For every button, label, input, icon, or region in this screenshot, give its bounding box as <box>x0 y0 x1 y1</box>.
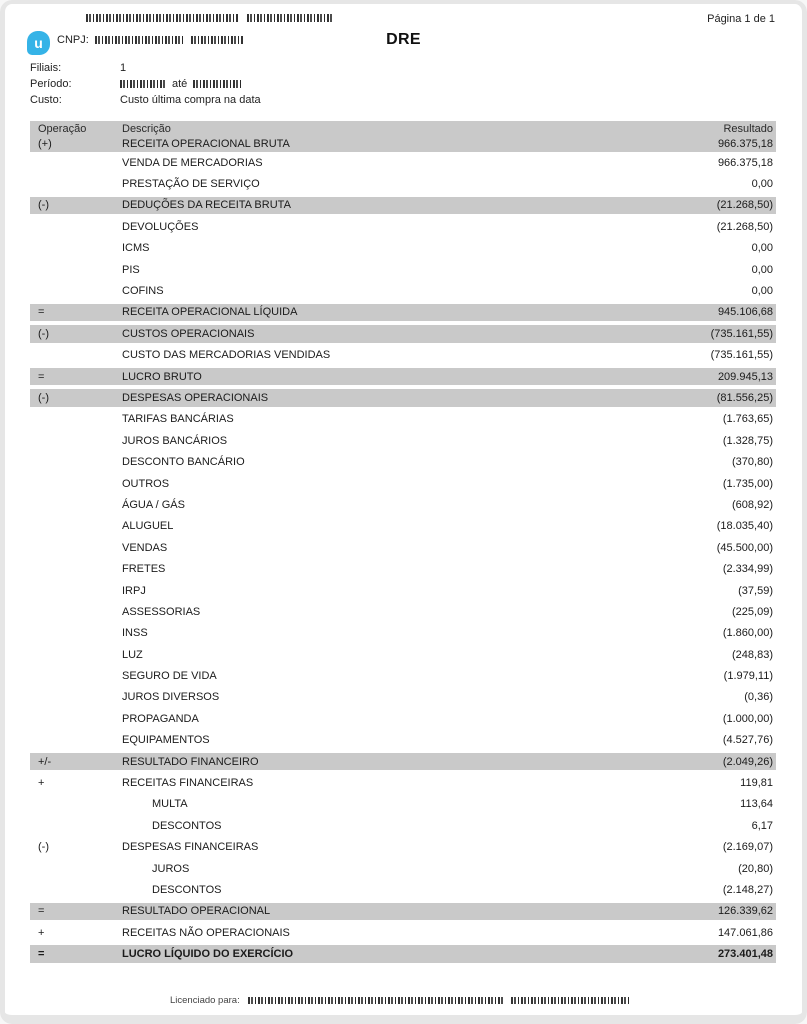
redacted-period-end <box>193 80 243 88</box>
table-row <box>30 623 776 644</box>
row-value: 0,00 <box>751 178 773 191</box>
row-description: VENDA DE MERCADORIAS <box>122 156 263 169</box>
row-description: CUSTO DAS MERCADORIAS VENDIDAS <box>122 349 331 362</box>
table-row <box>30 345 776 366</box>
row-value: (2.169,07) <box>722 841 773 854</box>
table-row <box>30 195 776 216</box>
row-description: COFINS <box>122 285 164 298</box>
row-value: 945.106,68 <box>717 306 773 319</box>
row-value: 966.375,18 <box>717 156 773 169</box>
table-row <box>30 943 776 964</box>
row-value: (0,36) <box>744 691 773 704</box>
row-value: 273.401,48 <box>717 948 773 961</box>
row-description: LUZ <box>122 648 143 661</box>
row-value: (2.049,26) <box>722 755 773 768</box>
row-value: 0,00 <box>751 263 773 276</box>
row-operation: (+) <box>38 138 52 151</box>
table-row <box>30 366 776 387</box>
row-value: 113,64 <box>740 798 773 811</box>
row-description: VENDAS <box>122 541 168 554</box>
row-description: ALUGUEL <box>122 520 174 533</box>
periodo-label: Período: <box>30 77 72 90</box>
row-description: DESCONTOS <box>152 883 222 896</box>
table-row <box>30 730 776 751</box>
row-operation: (-) <box>38 841 49 854</box>
row-value: (2.334,99) <box>722 563 773 576</box>
table-row <box>30 794 776 815</box>
row-value: 966.375,18 <box>717 138 773 151</box>
table-row <box>30 137 776 153</box>
row-value: 0,00 <box>751 285 773 298</box>
row-description: OUTROS <box>122 477 170 490</box>
table-row <box>30 601 776 622</box>
row-description: PIS <box>122 263 140 276</box>
row-description: DESCONTO BANCÁRIO <box>122 456 245 469</box>
table-row <box>30 451 776 472</box>
row-description: INSS <box>122 627 148 640</box>
row-description: JUROS BANCÁRIOS <box>122 434 228 447</box>
row-value: (248,83) <box>732 648 773 661</box>
row-value: (2.148,27) <box>722 883 773 896</box>
row-description: FRETES <box>122 563 166 576</box>
row-description: RECEITA OPERACIONAL BRUTA <box>122 138 290 151</box>
row-operation: = <box>38 370 45 383</box>
row-operation: + <box>38 777 45 790</box>
row-value: 6,17 <box>751 819 773 832</box>
table-row <box>30 580 776 601</box>
table-row <box>30 516 776 537</box>
row-value: (370,80) <box>732 456 773 469</box>
row-value: (608,92) <box>732 498 773 511</box>
table-row <box>30 901 776 922</box>
row-value: (1.000,00) <box>722 712 773 725</box>
row-value: (735.161,55) <box>710 349 773 362</box>
row-description: PROPAGANDA <box>122 712 199 725</box>
table-row <box>30 238 776 259</box>
table-row <box>30 323 776 344</box>
license-footer <box>170 995 631 1006</box>
license-label: Licenciado para: <box>170 995 240 1006</box>
row-operation: = <box>38 948 45 961</box>
cnpj-label: CNPJ: <box>57 34 89 46</box>
custo-row <box>30 93 767 106</box>
redacted-text-bar <box>247 14 332 22</box>
row-value: (735.161,55) <box>710 327 773 340</box>
row-value: 126.339,62 <box>717 905 773 918</box>
table-row <box>30 173 776 194</box>
row-operation: = <box>38 306 45 319</box>
row-value: (1.735,00) <box>722 477 773 490</box>
table-row <box>30 280 776 301</box>
table-row <box>30 494 776 515</box>
row-value: (45.500,00) <box>716 541 773 554</box>
row-operation: + <box>38 926 45 939</box>
table-row <box>30 708 776 729</box>
table-row <box>30 152 776 173</box>
row-description: RECEITA OPERACIONAL LÍQUIDA <box>122 306 298 319</box>
row-value: (20,80) <box>738 862 773 875</box>
table-row <box>30 922 776 943</box>
row-description: LUCRO LÍQUIDO DO EXERCÍCIO <box>122 948 294 961</box>
row-description: DESPESAS OPERACIONAIS <box>122 391 269 404</box>
redacted-company-name <box>86 14 332 22</box>
row-value: (225,09) <box>732 605 773 618</box>
row-description: RECEITAS FINANCEIRAS <box>122 777 254 790</box>
table-row <box>30 858 776 879</box>
row-description: MULTA <box>152 798 188 811</box>
row-description: SEGURO DE VIDA <box>122 670 217 683</box>
row-value: (1.328,75) <box>722 434 773 447</box>
row-operation: +/- <box>38 755 52 768</box>
custo-value: Custo última compra na data <box>120 93 261 106</box>
table-row <box>30 665 776 686</box>
table-header-row <box>30 121 776 137</box>
row-description: IRPJ <box>122 584 146 597</box>
row-description: ASSESSORIAS <box>122 605 201 618</box>
table-row <box>30 644 776 665</box>
table-row <box>30 879 776 900</box>
document-title: DRE <box>386 31 421 48</box>
custo-label: Custo: <box>30 93 62 106</box>
table-row <box>30 558 776 579</box>
row-description: DESPESAS FINANCEIRAS <box>122 841 259 854</box>
table-header-block <box>30 121 776 152</box>
row-description: ÁGUA / GÁS <box>122 498 185 511</box>
row-description: DEDUÇÕES DA RECEITA BRUTA <box>122 199 291 212</box>
table-row <box>30 837 776 858</box>
row-description: JUROS DIVERSOS <box>122 691 220 704</box>
row-description: DESCONTOS <box>152 819 222 832</box>
redacted-licensee <box>248 997 503 1004</box>
table-row <box>30 751 776 772</box>
row-value: (18.035,40) <box>716 520 773 533</box>
row-description: PRESTAÇÃO DE SERVIÇO <box>122 178 260 191</box>
row-value: (1.860,00) <box>722 627 773 640</box>
column-header-operacao: Operação <box>38 122 87 135</box>
periodo-value <box>120 78 243 90</box>
row-description: CUSTOS OPERACIONAIS <box>122 327 255 340</box>
row-description: EQUIPAMENTOS <box>122 734 210 747</box>
table-row <box>30 473 776 494</box>
brand-logo-letter: u <box>34 35 43 51</box>
dre-table <box>30 121 776 965</box>
row-value: (21.268,50) <box>716 199 773 212</box>
table-body <box>30 152 776 965</box>
row-description: ICMS <box>122 242 150 255</box>
row-value: 147.061,86 <box>717 926 773 939</box>
table-row <box>30 430 776 451</box>
table-row <box>30 216 776 237</box>
periodo-row <box>30 77 767 90</box>
column-header-descricao: Descrição <box>122 122 171 135</box>
row-description: RESULTADO FINANCEIRO <box>122 755 259 768</box>
table-row <box>30 772 776 793</box>
filiais-value: 1 <box>120 61 127 74</box>
row-operation: = <box>38 905 45 918</box>
table-row <box>30 815 776 836</box>
row-description: JUROS <box>152 862 190 875</box>
redacted-licensee <box>511 997 631 1004</box>
row-value: (4.527,76) <box>722 734 773 747</box>
table-row <box>30 259 776 280</box>
row-value: (1.979,11) <box>723 670 773 683</box>
table-row <box>30 409 776 430</box>
row-value: 119,81 <box>740 777 773 790</box>
table-row <box>30 302 776 323</box>
column-header-resultado: Resultado <box>723 122 773 135</box>
row-value: (1.763,65) <box>722 413 773 426</box>
row-description: TARIFAS BANCÁRIAS <box>122 413 234 426</box>
row-description: RESULTADO OPERACIONAL <box>122 905 271 918</box>
filiais-label: Filiais: <box>30 61 62 74</box>
row-value: (81.556,25) <box>716 391 773 404</box>
table-row <box>30 387 776 408</box>
row-description: DEVOLUÇÕES <box>122 220 199 233</box>
periodo-connector: até <box>172 77 188 90</box>
row-description: LUCRO BRUTO <box>122 370 202 383</box>
row-operation: (-) <box>38 199 49 212</box>
row-operation: (-) <box>38 327 49 340</box>
row-operation: (-) <box>38 391 49 404</box>
row-value: 0,00 <box>751 242 773 255</box>
row-value: (37,59) <box>738 584 773 597</box>
row-value: 209.945,13 <box>717 370 773 383</box>
redacted-period-start <box>120 80 166 88</box>
page-indicator: Página 1 de 1 <box>707 13 775 25</box>
redacted-text-bar <box>86 14 238 22</box>
table-row <box>30 687 776 708</box>
row-description: RECEITAS NÃO OPERACIONAIS <box>122 926 290 939</box>
table-row <box>30 537 776 558</box>
filiais-row <box>30 61 767 74</box>
row-value: (21.268,50) <box>716 220 773 233</box>
